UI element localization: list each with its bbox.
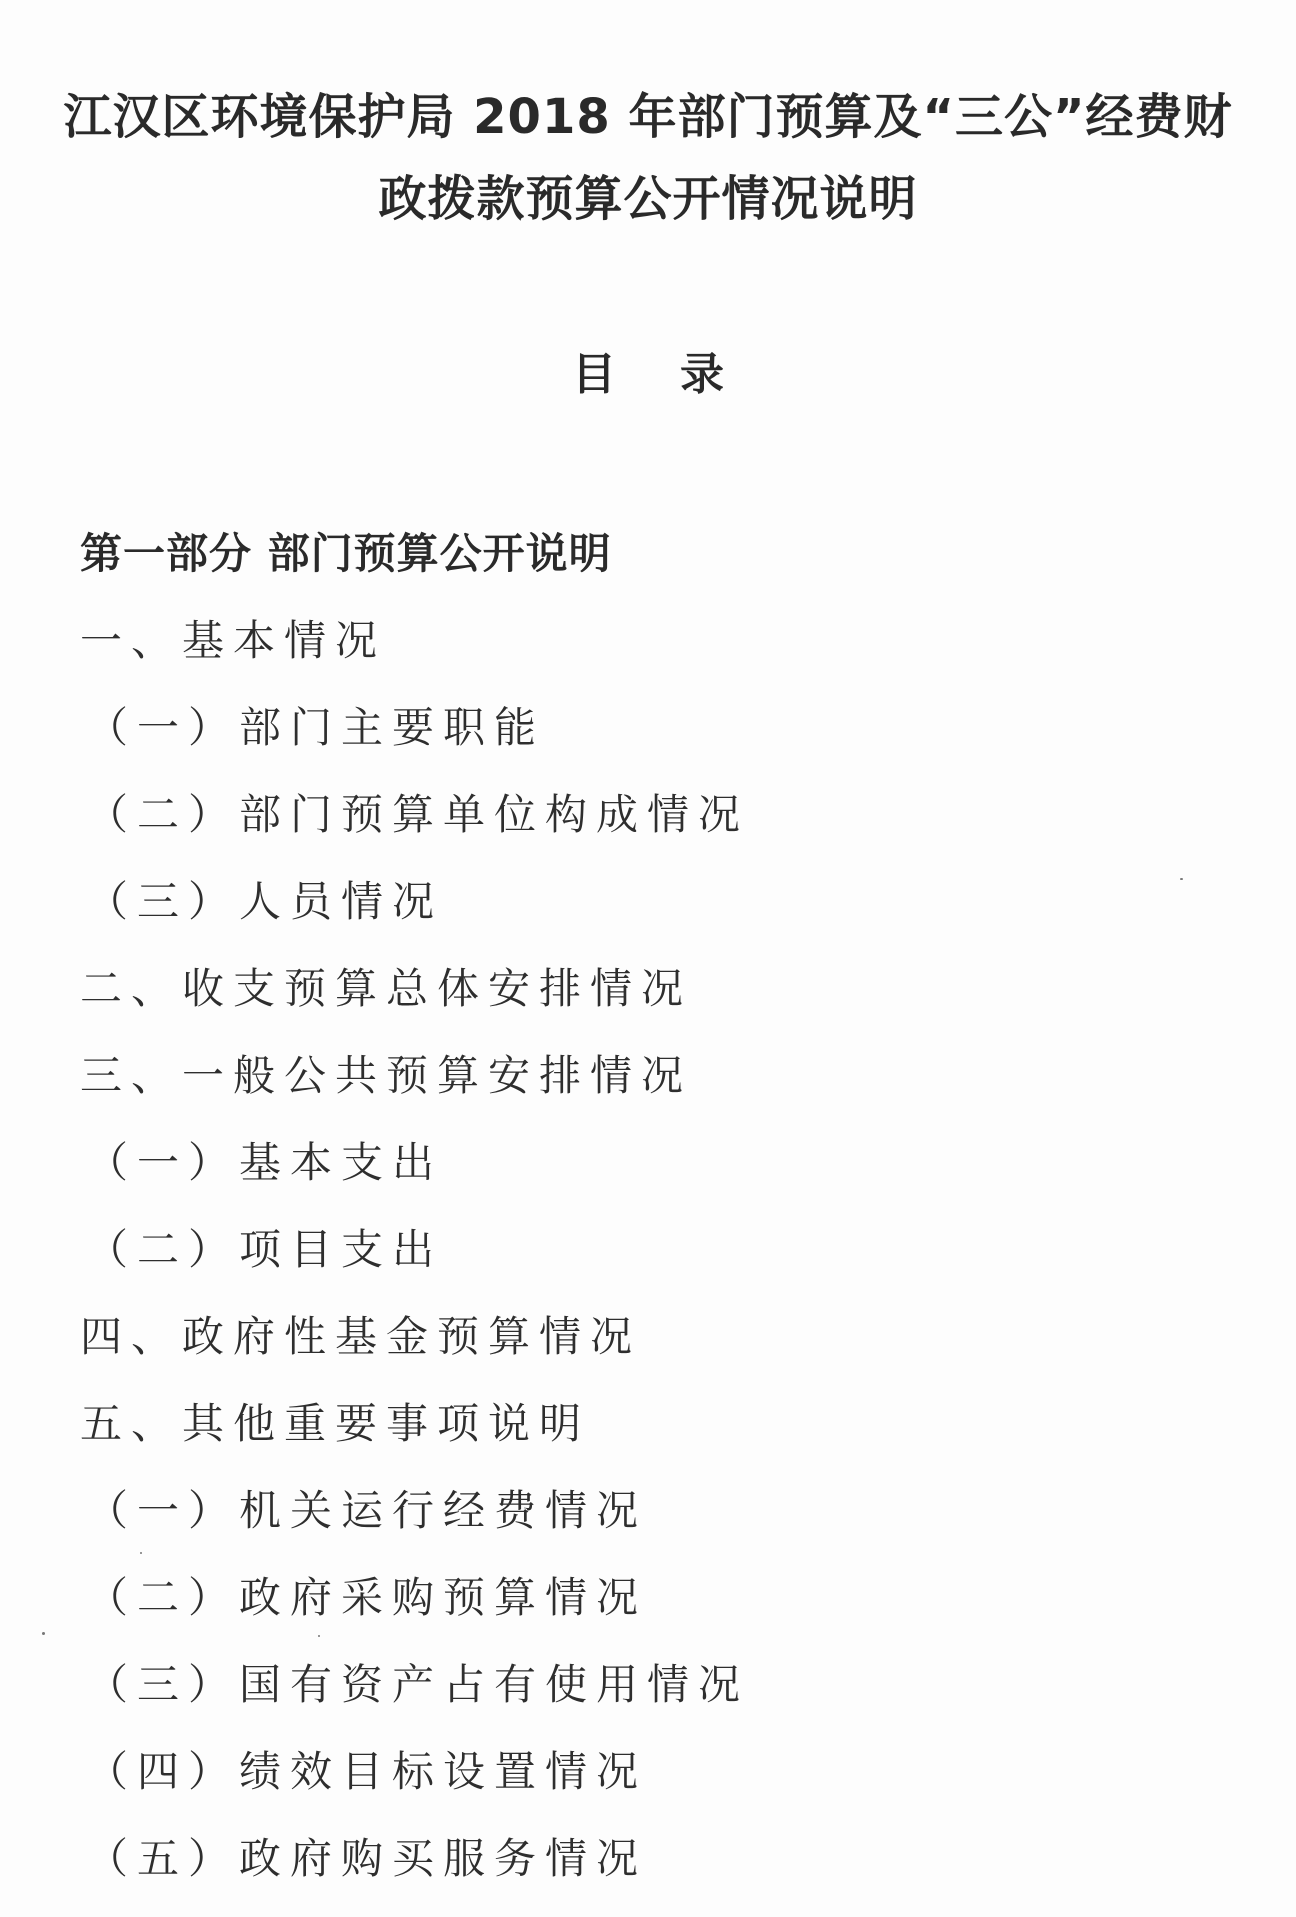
toc-entry: （一）机关运行经费情况 [86, 1486, 648, 1535]
scan-speck [42, 1632, 45, 1635]
toc-entry: 一、基本情况 [80, 616, 387, 665]
document-title-line-1: 江汉区环境保护局 2018 年部门预算及“三公”经费财 [63, 89, 1233, 145]
scan-speck [1180, 878, 1183, 880]
toc-entry: （三）国有资产占有使用情况 [86, 1660, 750, 1709]
toc-entry: （二）政府采购预算情况 [86, 1573, 648, 1622]
toc-entry: （三）人员情况 [86, 877, 444, 926]
toc-entry: 四、政府性基金预算情况 [80, 1312, 642, 1361]
toc-entry: （四）绩效目标设置情况 [86, 1747, 648, 1796]
toc-entry: （二）项目支出 [86, 1225, 444, 1274]
toc-entry: （一）基本支出 [86, 1138, 444, 1187]
toc-entry: （五）政府购买服务情况 [86, 1834, 648, 1883]
document-title-line-2: 政拨款预算公开情况说明 [378, 171, 918, 227]
scan-speck [318, 1635, 320, 1637]
toc-entry: 三、一般公共预算安排情况 [80, 1051, 693, 1100]
toc-heading-right: 录 [680, 349, 724, 400]
toc-entry: 五、其他重要事项说明 [80, 1399, 591, 1448]
toc-part-heading: 第一部分 部门预算公开说明 [80, 529, 612, 578]
table-of-contents [80, 510, 1240, 1902]
scan-speck [140, 1552, 142, 1554]
toc-entry: 二、收支预算总体安排情况 [80, 964, 693, 1013]
toc-entry: （一）部门主要职能 [86, 703, 546, 752]
toc-entry: （二）部门预算单位构成情况 [86, 790, 750, 839]
toc-heading-left: 目 [572, 349, 616, 400]
toc-heading [0, 338, 1296, 402]
